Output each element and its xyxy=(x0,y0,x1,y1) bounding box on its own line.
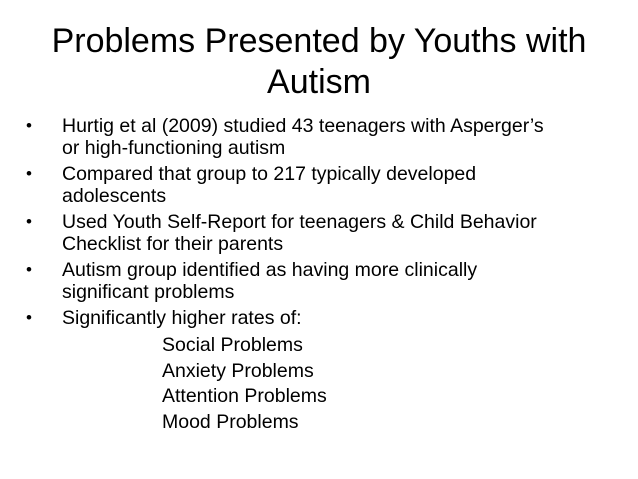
slide-title xyxy=(20,21,618,103)
bullet-text-line-1: Hurtig et al (2009) studied 43 teenagers with Asperger’s xyxy=(62,115,544,137)
bullet-dot-icon: • xyxy=(26,260,32,279)
slide-title-line-1: Problems Presented by Youths with xyxy=(51,22,587,60)
bullet-dot-icon: • xyxy=(26,308,32,327)
bullet-dot-icon: • xyxy=(26,164,32,183)
bullet-item xyxy=(26,307,616,435)
problems-list xyxy=(62,333,616,435)
bullet-text-line-2: significant problems xyxy=(62,281,235,303)
bullet-text-line-1: Significantly higher rates of: xyxy=(62,307,302,329)
bullet-dot-icon: • xyxy=(26,116,32,135)
bullet-item xyxy=(26,163,616,207)
bullet-text-line-2: or high-functioning autism xyxy=(62,137,286,159)
problem-item: Social Problems xyxy=(162,334,303,356)
problem-item: Mood Problems xyxy=(162,410,299,433)
bullet-list xyxy=(26,115,616,439)
bullet-item xyxy=(26,211,616,255)
bullet-item xyxy=(26,115,616,159)
bullet-item xyxy=(26,259,616,303)
bullet-dot-icon: • xyxy=(26,212,32,231)
bullet-text-line-2: adolescents xyxy=(62,185,167,207)
problem-item: Attention Problems xyxy=(162,385,327,407)
bullet-text-line-1: Compared that group to 217 typically developed xyxy=(62,163,477,185)
slide-title-line-2: Autism xyxy=(267,63,371,101)
bullet-text-line-1: Autism group identified as having more clinically xyxy=(62,259,478,281)
problem-item: Anxiety Problems xyxy=(162,359,314,382)
bullet-text-line-2: Checklist for their parents xyxy=(62,233,284,255)
bullet-text-line-1: Used Youth Self-Report for teenagers & Child Behavior xyxy=(62,211,537,233)
